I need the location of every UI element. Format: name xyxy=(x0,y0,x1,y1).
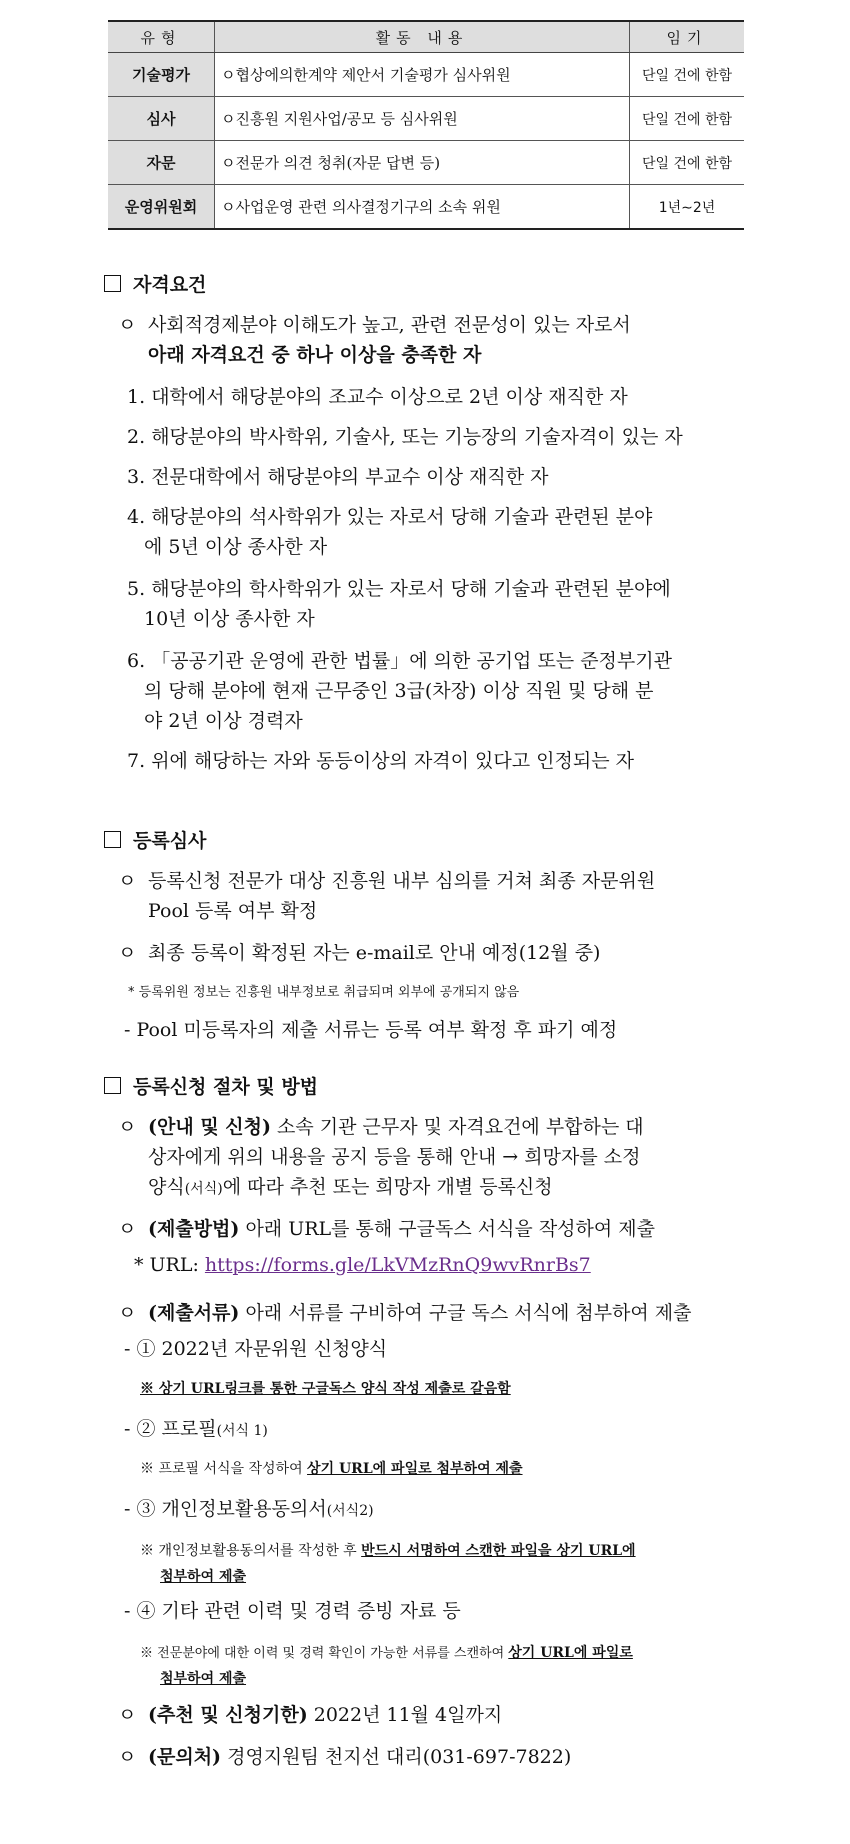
list-item-cont: 야 2년 이상 경력자 xyxy=(144,710,303,732)
doc-title: - ② 프로필 xyxy=(124,1418,217,1440)
list-item xyxy=(127,462,548,492)
table-row xyxy=(108,141,744,185)
table-row xyxy=(108,53,744,97)
list-item xyxy=(127,502,652,532)
qualification-heading xyxy=(104,270,206,297)
list-item-cont: 10년 이상 종사한 자 xyxy=(144,608,315,630)
form-url-link[interactable]: https://forms.gle/LkVMzRnQ9wvRnrBs7 xyxy=(204,1254,591,1276)
item-text: 「공공기관 운영에 관한 법률」에 의한 공기업 또는 준정부기관 xyxy=(151,650,672,672)
checkbox-square-icon xyxy=(104,1077,121,1094)
note-text: ※ 개인정보활용동의서를 작성한 후 xyxy=(140,1543,362,1559)
header-term: 임기 xyxy=(630,21,745,53)
item-number: 7. xyxy=(127,750,146,772)
doc-title: - ③ 개인정보활용동의서 xyxy=(124,1498,327,1520)
item-text: 해당분야의 박사학위, 기술사, 또는 기능장의 기술자격이 있는 자 xyxy=(151,426,683,448)
doc-item-3-note-cont: 첨부하여 제출 xyxy=(160,1569,247,1585)
list-item-cont: 에 5년 이상 종사한 자 xyxy=(144,536,328,558)
docs-label: (제출서류) xyxy=(148,1302,240,1324)
item-number: 2. xyxy=(127,426,146,448)
bullet-text: 등록신청 전문가 대상 진흥원 내부 심의를 거쳐 최종 자문위원 xyxy=(148,870,656,892)
bullet-circle-icon: ㅇ xyxy=(118,314,137,336)
contact-text: 경영지원팀 천지선 대리(031-697-7822) xyxy=(221,1746,572,1768)
list-item xyxy=(127,422,683,452)
bullet-circle-icon: ㅇ xyxy=(118,942,137,964)
docs-text: 아래 서류를 구비하여 구글 독스 서식에 첨부하여 제출 xyxy=(239,1302,692,1324)
doc-item-1: - ① 2022년 자문위원 신청양식 xyxy=(124,1338,388,1360)
method-bullet xyxy=(118,1214,655,1244)
section-title: 등록심사 xyxy=(133,830,207,852)
header-type: 유형 xyxy=(108,21,215,53)
checkbox-square-icon xyxy=(104,275,121,292)
checkbox-square-icon xyxy=(104,831,121,848)
bullet-circle-icon: ㅇ xyxy=(118,1116,137,1138)
cell-activity: ㅇ협상에의한계약 제안서 기술평가 심사위원 xyxy=(215,53,630,97)
header-activity: 활동 내용 xyxy=(215,21,630,53)
contact-label: (문의처) xyxy=(148,1746,222,1768)
cell-term: 단일 건에 한함 xyxy=(630,53,745,97)
table-row xyxy=(108,185,744,230)
review-bullet-2 xyxy=(118,938,600,968)
doc-item-2-note xyxy=(140,1454,523,1484)
qualification-intro-2: 아래 자격요건 중 하나 이상을 충족한 자 xyxy=(148,344,482,366)
item-number: 3. xyxy=(127,466,146,488)
form-ref: (서식) xyxy=(184,1181,223,1197)
cell-term: 1년∼2년 xyxy=(630,185,745,230)
deadline-bullet xyxy=(118,1700,502,1730)
note-emphasis: 상기 URL에 파일로 첨부하여 제출 xyxy=(307,1461,523,1477)
method-label: (제출방법) xyxy=(148,1218,240,1240)
item-number: 1. xyxy=(127,386,146,408)
guide-cont-2 xyxy=(148,1172,553,1204)
doc-item-3 xyxy=(124,1494,374,1526)
bullet-text: 최종 등록이 확정된 자는 e-mail로 안내 예정(12월 중) xyxy=(148,942,601,964)
note-emphasis: 상기 URL에 파일로 xyxy=(508,1645,633,1661)
cell-term: 단일 건에 한함 xyxy=(630,97,745,141)
bullet-circle-icon: ㅇ xyxy=(118,870,137,892)
list-item xyxy=(127,646,672,676)
method-text: 아래 URL를 통해 구글독스 서식을 작성하여 제출 xyxy=(239,1218,655,1240)
bullet-circle-icon: ㅇ xyxy=(118,1218,137,1240)
qualification-intro xyxy=(118,310,631,340)
cell-type: 자문 xyxy=(108,141,215,185)
cell-activity: ㅇ진흥원 지원사업/공모 등 심사위원 xyxy=(215,97,630,141)
review-bullet-1 xyxy=(118,866,655,896)
form-ref: (서식 1) xyxy=(216,1423,268,1439)
contact-bullet xyxy=(118,1742,571,1772)
list-item xyxy=(127,746,634,776)
guide-cont-1: 상자에게 위의 내용을 공지 등을 통해 안내 → 희망자를 소정 xyxy=(148,1146,641,1168)
note-text: ※ 프로필 서식을 작성하여 xyxy=(140,1461,308,1477)
guide-text: 소속 기관 근무자 및 자격요건에 부합하는 대 xyxy=(270,1116,644,1138)
note-emphasis: 반드시 서명하여 스캔한 파일을 상기 URL에 xyxy=(361,1543,636,1559)
list-item xyxy=(127,574,671,604)
cell-activity: ㅇ사업운영 관련 의사결정기구의 소속 위원 xyxy=(215,185,630,230)
item-text: 해당분야의 석사학위가 있는 자로서 당해 기술과 관련된 분야 xyxy=(151,506,653,528)
table-row xyxy=(108,97,744,141)
note-text: ※ 전문분야에 대한 이력 및 경력 확인이 가능한 서류를 스캔하여 xyxy=(140,1646,509,1661)
doc-item-4-note-cont: 첨부하여 제출 xyxy=(160,1671,247,1687)
deadline-text: 2022년 11월 4일까지 xyxy=(307,1704,503,1726)
guide-bullet xyxy=(118,1112,644,1142)
item-number: 6. xyxy=(127,650,146,672)
url-prefix: * URL: xyxy=(134,1254,205,1276)
section-title: 등록신청 절차 및 방법 xyxy=(133,1076,319,1098)
cell-activity: ㅇ전문가 의견 청취(자문 답변 등) xyxy=(215,141,630,185)
docs-bullet xyxy=(118,1298,692,1328)
guide-text: 에 따라 추천 또는 희망자 개별 등록신청 xyxy=(222,1176,553,1198)
form-ref: (서식2) xyxy=(326,1503,374,1519)
deadline-label: (추천 및 신청기한) xyxy=(148,1704,308,1726)
review-heading xyxy=(104,826,206,853)
bullet-circle-icon: ㅇ xyxy=(118,1302,137,1324)
intro-text: 사회적경제분야 이해도가 높고, 관련 전문성이 있는 자로서 xyxy=(148,314,631,336)
doc-item-4: - ④ 기타 관련 이력 및 경력 증빙 자료 등 xyxy=(124,1600,461,1622)
item-number: 5. xyxy=(127,578,146,600)
list-item-cont: 의 당해 분야에 현재 근무중인 3급(차장) 이상 직원 및 당해 분 xyxy=(144,680,654,702)
table-header-row xyxy=(108,21,744,53)
list-item xyxy=(127,382,628,412)
doc-item-1-note: ※ 상기 URL링크를 통한 구글독스 양식 작성 제출로 갈음함 xyxy=(140,1381,511,1397)
section-title: 자격요건 xyxy=(133,274,207,296)
cell-type: 심사 xyxy=(108,97,215,141)
doc-item-2 xyxy=(124,1414,268,1446)
item-number: 4. xyxy=(127,506,146,528)
item-text: 대학에서 해당분야의 조교수 이상으로 2년 이상 재직한 자 xyxy=(151,386,628,408)
duty-table xyxy=(108,20,744,230)
item-text: 전문대학에서 해당분야의 부교수 이상 재직한 자 xyxy=(151,466,549,488)
procedure-heading xyxy=(104,1072,318,1099)
item-text: 해당분야의 학사학위가 있는 자로서 당해 기술과 관련된 분야에 xyxy=(151,578,671,600)
cell-type: 기술평가 xyxy=(108,53,215,97)
url-line xyxy=(134,1250,591,1280)
bullet-circle-icon: ㅇ xyxy=(118,1746,137,1768)
review-bullet-1-cont: Pool 등록 여부 확정 xyxy=(148,900,318,922)
review-note: * 등록위원 정보는 진흥원 내부정보로 취급되며 외부에 공개되지 않음 xyxy=(128,985,520,1000)
bullet-circle-icon: ㅇ xyxy=(118,1704,137,1726)
review-dash-item: - Pool 미등록자의 제출 서류는 등록 여부 확정 후 파기 예정 xyxy=(124,1019,618,1041)
cell-type: 운영위원회 xyxy=(108,185,215,230)
cell-term: 단일 건에 한함 xyxy=(630,141,745,185)
guide-label: (안내 및 신청) xyxy=(148,1116,271,1138)
guide-text: 양식 xyxy=(148,1176,185,1198)
item-text: 위에 해당하는 자와 동등이상의 자격이 있다고 인정되는 자 xyxy=(151,750,634,772)
